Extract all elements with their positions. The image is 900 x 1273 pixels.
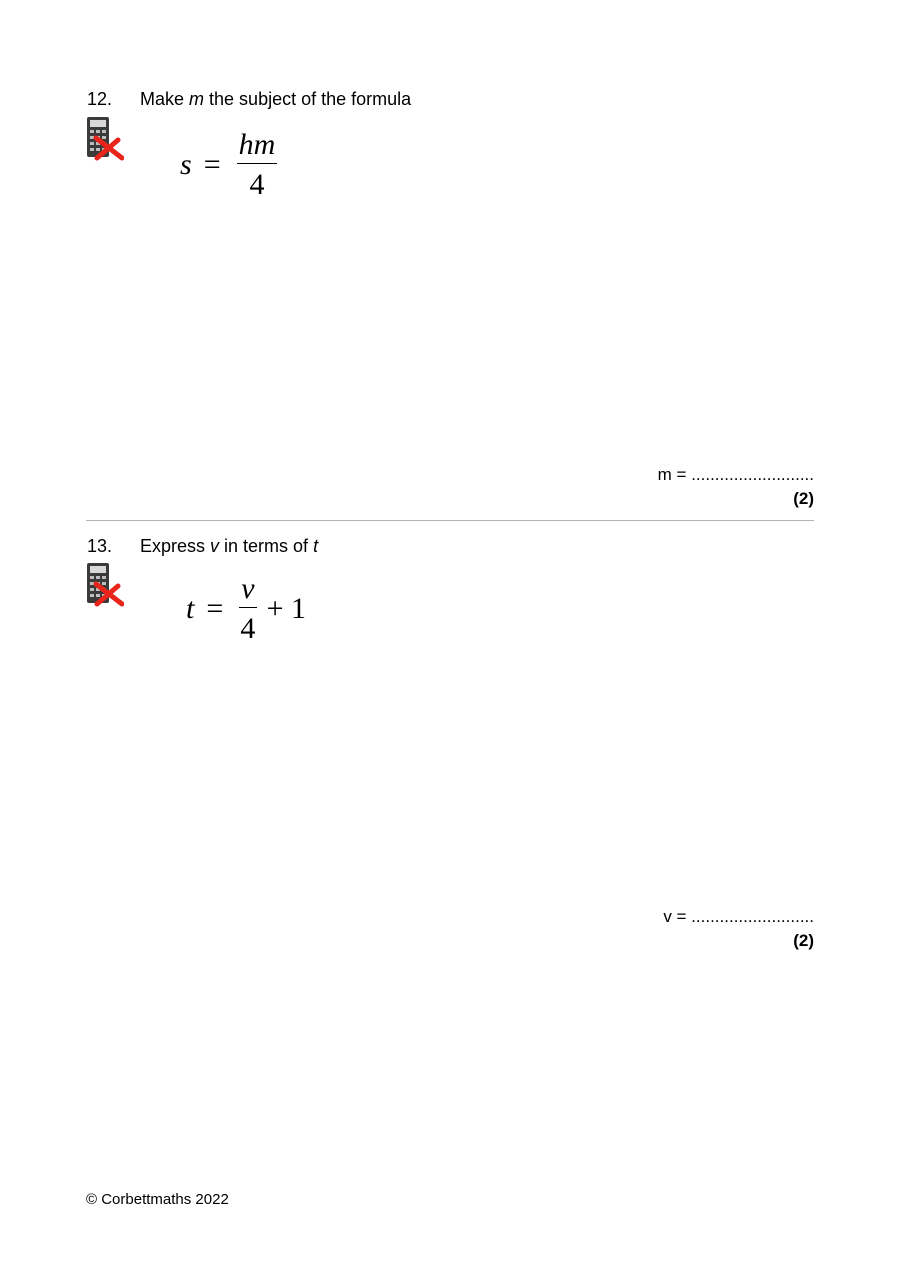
question-12-text-end: the subject of the formula [204, 89, 412, 109]
question-12-text-start: Make [140, 89, 190, 109]
formula-denominator: 4 [249, 168, 265, 201]
no-calculator-icon [86, 562, 124, 608]
formula-lhs: t [186, 591, 195, 625]
question-13-variable2: t [313, 536, 319, 556]
question-divider [86, 520, 814, 521]
formula-fraction [237, 128, 278, 201]
question-13-number: 13. [87, 536, 113, 556]
question-13-text-start: Express [140, 536, 211, 556]
question-12-number: 12. [87, 89, 113, 109]
question-13-answer-line[interactable]: v = .......................... [663, 907, 814, 926]
formula-equals: = [203, 147, 221, 181]
formula-equals: = [206, 591, 224, 625]
question-13-text [140, 536, 318, 557]
question-12-text [140, 89, 411, 110]
question-12-formula [180, 128, 281, 201]
question-13-text-middle: in terms of [219, 536, 314, 556]
formula-fraction [239, 572, 256, 645]
question-13-variable: v [210, 536, 220, 556]
copyright-footer: © Corbettmaths 2022 [86, 1191, 229, 1208]
formula-numerator: v [239, 572, 256, 608]
question-12-marks: (2) [793, 489, 814, 508]
question-12-variable: m [189, 89, 205, 109]
formula-denominator: 4 [240, 612, 256, 645]
question-13-formula [186, 572, 306, 645]
formula-numerator: hm [237, 128, 278, 164]
question-13-marks: (2) [793, 931, 814, 950]
question-12-answer-line[interactable]: m = .......................... [657, 465, 814, 484]
formula-tail: + 1 [266, 591, 307, 625]
no-calculator-icon [86, 116, 124, 162]
formula-lhs: s [180, 147, 192, 181]
